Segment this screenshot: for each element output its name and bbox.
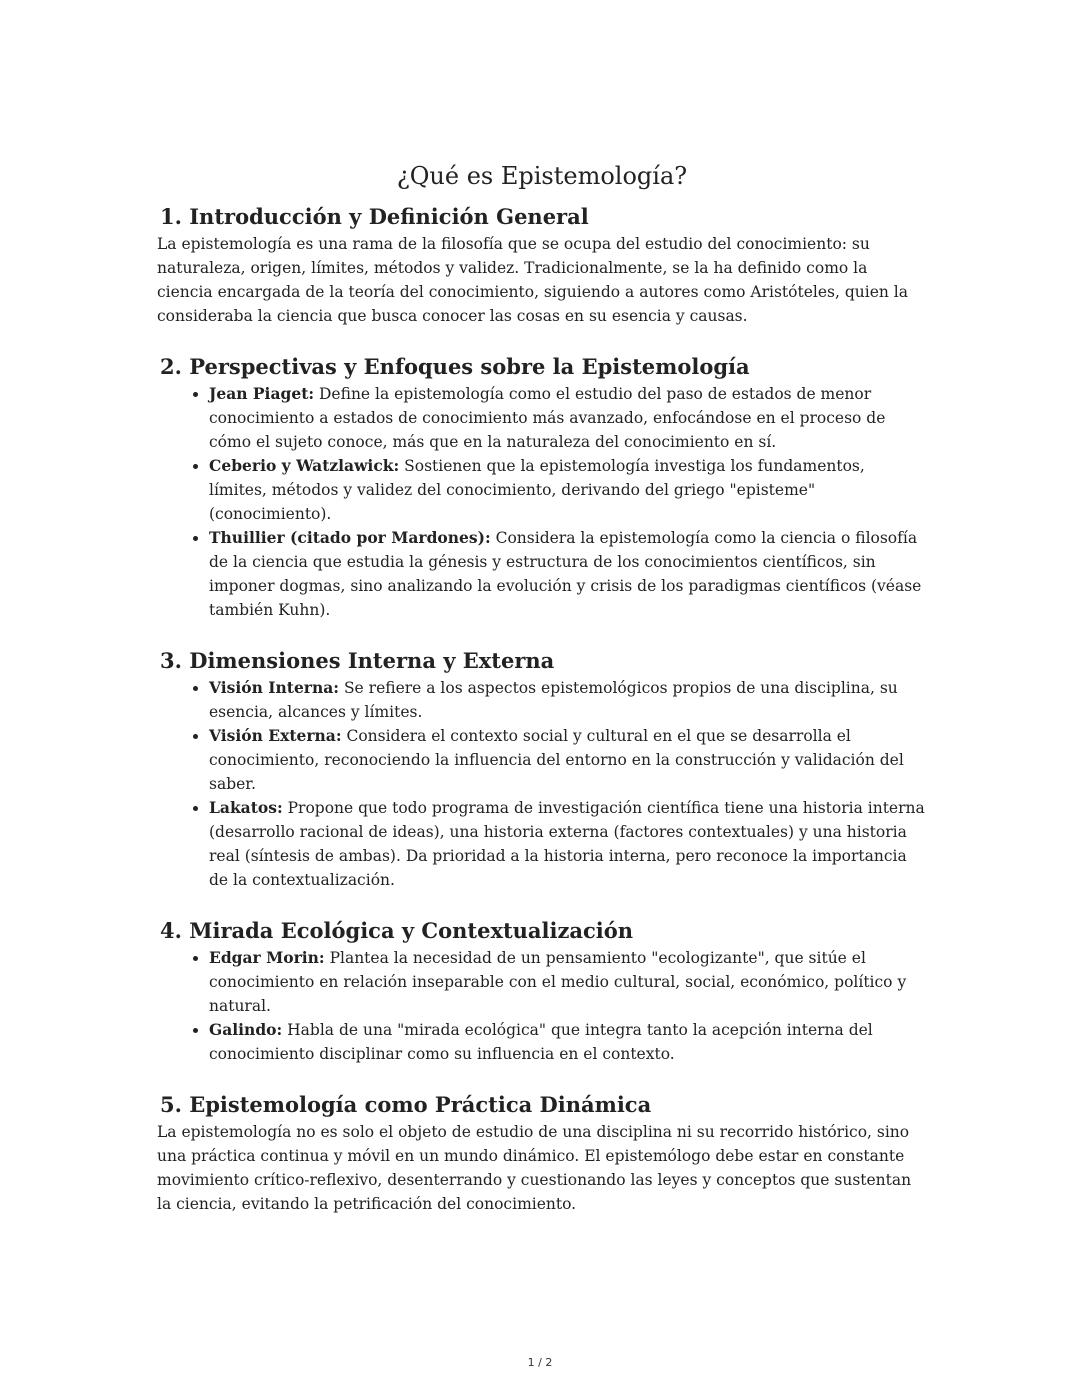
section-perspectives xyxy=(157,352,927,622)
section-heading: 5. Epistemología como Práctica Dinámica xyxy=(160,1092,652,1117)
list-item-text: Propone que todo programa de investigación científica tiene una historia interna (desarrollo racional de ideas), una historia externa (factores contextuales) y una historia real (síntesis de ambas). Da prioridad a la historia interna, pero reconoce la importancia de la contextualización. xyxy=(209,799,925,889)
list-item-text: Define la epistemología como el estudio del paso de estados de menor conocimiento a estados de conocimiento más avanzado, enfocándose en el proceso de cómo el sujeto conoce, más que en la naturaleza del conocimiento en sí. xyxy=(209,385,886,451)
list-item-term: Lakatos: xyxy=(209,798,283,817)
list-item-term: Visión Interna: xyxy=(209,678,340,697)
section-paragraph: La epistemología no es solo el objeto de estudio de una disciplina ni su recorrido histórico, sino una práctica continua y móvil en un mundo dinámico. El epistemólogo debe estar en constante movimiento crítico-reflexivo, desenterrando y cuestionando las leyes y conceptos que sustentan la ciencia, evitando la petrificación del conocimiento. xyxy=(157,1123,912,1213)
section-ecological-view xyxy=(157,916,927,1066)
list-item-text: Considera el contexto social y cultural en el que se desarrolla el conocimiento, reconociendo la influencia del entorno en la construcción y validación del saber. xyxy=(209,727,904,793)
list-item-text: Considera la epistemología como la ciencia o filosofía de la ciencia que estudia la génesis y estructura de los conocimientos científicos, sin imponer dogmas, sino analizando la evolución y crisis de los paradigmas científicos (véase también Kuhn). xyxy=(209,529,922,619)
section-introduction xyxy=(157,202,927,328)
list-item-term: Galindo: xyxy=(209,1020,283,1039)
list-item xyxy=(209,724,927,796)
section-paragraph: La epistemología es una rama de la filosofía que se ocupa del estudio del conocimiento: su naturaleza, origen, límites, métodos y validez. Tradicionalmente, se la ha definido como la ciencia encargada de la teoría del conocimiento, siguiendo a autores como Aristóteles, quien la consideraba la ciencia que busca conocer las cosas en su esencia y causas. xyxy=(157,235,908,325)
bullet-list xyxy=(157,382,927,622)
list-item-term: Visión Externa: xyxy=(209,726,342,745)
list-item xyxy=(209,454,927,526)
list-item-term: Jean Piaget: xyxy=(209,384,315,403)
list-item-text: Se refiere a los aspectos epistemológicos propios de una disciplina, su esencia, alcances y límites. xyxy=(209,679,898,721)
list-item-text: Sostienen que la epistemología investiga los fundamentos, límites, métodos y validez del conocimiento, derivando del griego "episteme" (conocimiento). xyxy=(209,457,865,523)
list-item xyxy=(209,526,927,622)
section-heading: 2. Perspectivas y Enfoques sobre la Epistemología xyxy=(160,354,750,379)
list-item xyxy=(209,382,927,454)
page-number: 1 / 2 xyxy=(527,1356,553,1369)
bullet-list xyxy=(157,676,927,892)
list-item-text: Plantea la necesidad de un pensamiento "ecologizante", que sitúe el conocimiento en relación inseparable con el medio cultural, social, económico, político y natural. xyxy=(209,949,907,1015)
list-item-text: Habla de una "mirada ecológica" que integra tanto la acepción interna del conocimiento disciplinar como su influencia en el contexto. xyxy=(209,1021,873,1063)
section-heading: 1. Introducción y Definición General xyxy=(160,204,589,229)
document-title: ¿Qué es Epistemología? xyxy=(396,162,688,190)
list-item xyxy=(209,676,927,724)
list-item xyxy=(209,1018,927,1066)
bullet-list xyxy=(157,946,927,1066)
section-dimensions xyxy=(157,646,927,892)
list-item-term: Edgar Morin: xyxy=(209,948,325,967)
section-heading: 4. Mirada Ecológica y Contextualización xyxy=(160,918,634,943)
section-heading: 3. Dimensiones Interna y Externa xyxy=(160,648,555,673)
list-item xyxy=(209,946,927,1018)
list-item xyxy=(209,796,927,892)
section-dynamic-practice xyxy=(157,1090,927,1216)
document-page xyxy=(157,158,927,1240)
list-item-term: Ceberio y Watzlawick: xyxy=(209,456,400,475)
list-item-term: Thuillier (citado por Mardones): xyxy=(209,528,491,547)
